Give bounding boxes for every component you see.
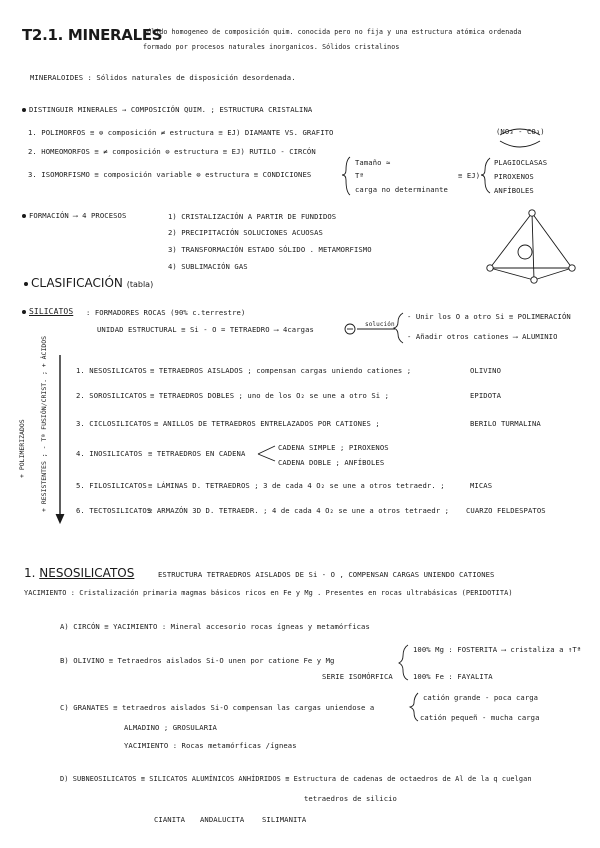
silicato-type-1-name: 1. NESOSILICATOS xyxy=(76,366,147,375)
silicato-type-5-name: 5. FILOSILICATOS xyxy=(76,481,147,490)
circon: A) CIRCÓN ≡ YACIMIENTO : Mineral accesorio rocas ígneas y metamórficas xyxy=(60,622,370,631)
silicato-type-6-desc: ≡ ARMAZÓN 3D D. TETRAEDR. ; 4 de cada 4 O₂ se une a otros tetraedr ; xyxy=(148,506,450,515)
mineraloides: MINERALOIDES : Sólidos naturales de disposición desordenada. xyxy=(30,73,296,82)
silicato-type-3-example: BERILO TURMALINA xyxy=(470,419,541,428)
almadino: ALMADINO ; GROSULARIA xyxy=(124,723,217,732)
solucion-label: solución xyxy=(365,321,395,328)
homeomorfos: 2. HOMEOMORFOS ≡ ≠ composición ⊜ estructura ≡ EJ) RUTILO - CIRCÓN xyxy=(28,147,316,156)
silicato-type-4-name: 4. INOSILICATOS xyxy=(76,449,143,458)
cation-grande: catión grande - poca carga xyxy=(423,693,539,702)
silicato-type-2-desc: ≡ TETRAEDROS DOBLES ; uno de los O₂ se une a otro Si ; xyxy=(150,391,390,400)
cadena-doble: CADENA DOBLE ; ANFÍBOLES xyxy=(278,458,385,467)
subneosilicatos-cont: tetraedros de silicio xyxy=(304,794,397,803)
silicatos-formadores: : FORMADORES ROCAS (90% c.terrestre) xyxy=(86,308,246,317)
polimorfos: 1. POLIMORFOS ≡ ⊜ composición ≠ estructura ≡ EJ) DIAMANTE VS. GRAFITO xyxy=(28,128,334,137)
formacion-item-2: 2) PRECIPITACIÓN SOLUCIONES ACUOSAS xyxy=(168,228,323,237)
fayalita: 100% Fe : FAYALITA xyxy=(413,672,493,681)
silicato-type-6-example: CUARZO FELDESPATOS xyxy=(466,506,546,515)
neso-header-title: NESOSILICATOS xyxy=(39,566,135,580)
silicato-type-3-name: 3. CICLOSILICATOS xyxy=(76,419,152,428)
swap-arrow-icon-2 xyxy=(500,141,540,147)
condicion-temperatura: Tª xyxy=(355,171,364,180)
olivino: B) OLIVINO ≡ Tetraedros aislados Si-O unen por catione Fe y Mg xyxy=(60,656,335,665)
brace-olivino xyxy=(399,645,408,680)
silicato-type-5-desc: ≡ LÁMINAS D. TETRAEDROS ; 3 de cada 4 O₂ se une a otros tetraedr. ; xyxy=(148,481,445,490)
intro-line-2: formado por procesos naturales inorganicos. Sólidos cristalinos xyxy=(143,43,400,51)
ejemplo-label: ≡ EJ) xyxy=(458,171,481,180)
clasificacion-title: CLASIFICACIÓN xyxy=(31,276,123,290)
brace-granates xyxy=(410,693,418,721)
brace-solucion xyxy=(394,313,403,343)
silicato-type-1-desc: ≡ TETRAEDROS AISLADOS ; compensan cargas uniendo cationes ; xyxy=(150,366,412,375)
brace-ejemplos xyxy=(481,158,490,193)
silicato-type-6-name: 6. TECTOSILICATOS xyxy=(76,506,152,515)
fosterita: 100% Mg : FOSTERITA ⟶ cristaliza a ↑Tª xyxy=(413,645,582,654)
ejemplo-plagioclasas: PLAGIOCLASAS xyxy=(494,158,548,167)
yacimiento-granates: YACIMIENTO : Rocas metamórficas /ígneas xyxy=(124,741,297,750)
silicato-type-2-example: EPIDOTA xyxy=(470,391,501,400)
silicato-type-2-name: 2. SOROSILICATOS xyxy=(76,391,147,400)
condicion-tamano: Tamaño ≃ xyxy=(355,158,391,167)
subneosilicatos: D) SUBNEOSILICATOS ≡ SILICATOS ALUMÍNICOS ANHÍDRIDOS ≡ Estructura de cadenas de octaedros de Al de la q cuelgan xyxy=(60,775,532,783)
noco-label: (NO₃ - CO₃) xyxy=(496,127,545,136)
cadena-branch xyxy=(258,446,275,461)
distinguir-header-text: DISTINGUIR MINERALES → COMPOSICIÓN QUIM. ; ESTRUCTURA CRISTALINA xyxy=(29,105,313,114)
condicion-carga: carga no determinante xyxy=(355,185,448,194)
granates: C) GRANATES ≡ tetraedros aislados Si-O compensan las cargas uniendose a xyxy=(60,703,375,712)
formacion-item-3: 3) TRANSFORMACIÓN ESTADO SÓLIDO . METAMORFISMO xyxy=(168,245,372,254)
silicatos-unidad: UNIDAD ESTRUCTURAL ≡ Si - O = TETRAEDRO ⟶ 4cargas xyxy=(97,325,314,334)
page-title: T2.1. MINERALES xyxy=(22,26,163,44)
silicato-type-5-example: MICAS xyxy=(470,481,493,490)
tetraedro-icon xyxy=(487,210,575,283)
ejemplo-anfiboles: ANFÍBOLES xyxy=(494,186,534,195)
mineral-cianita: CIANITA xyxy=(154,815,185,824)
neso-desc: ESTRUCTURA TETRAEDROS AISLADOS DE Si - O , COMPENSAN CARGAS UNIENDO CATIONES xyxy=(158,570,495,579)
neso-header-num: 1. xyxy=(24,566,36,580)
brace-condiciones xyxy=(342,157,350,195)
mineral-andalucita: ANDALUCITA xyxy=(200,815,245,824)
cadena-simple: CADENA SIMPLE ; PIROXENOS xyxy=(278,443,389,452)
isomorfismo: 3. ISOMORFISMO ≡ composición variable ⊜ estructura ≡ CONDICIONES xyxy=(28,170,312,179)
silicato-type-4-desc: ≡ TETRAEDROS EN CADENA xyxy=(148,449,246,458)
silicatos-title: SILICATOS xyxy=(29,307,74,316)
side-label-resistentes: + RESISTENTES ; - Tª FUSIÓN/CRIST. ; + ÁCIDOS xyxy=(40,335,48,512)
side-label-polimerizados: + POLIMERIZADOS xyxy=(18,419,26,478)
serie-isomorfica: SERIE ISOMÓRFICA xyxy=(322,672,393,681)
neso-yacimiento: YACIMIENTO : Cristalización primaria magmas básicos ricos en Fe y Mg . Presentes en rocas ultrabásicas (PERIDOTITA) xyxy=(24,589,513,597)
cation-pequeno: catión pequeñ - mucha carga xyxy=(420,713,540,722)
mineral-silimanita: SILIMANITA xyxy=(262,815,307,824)
swap-arrow-icon xyxy=(500,129,540,135)
formacion-header-text: FORMACIÓN ⟶ 4 PROCESOS xyxy=(29,211,127,220)
silicato-type-3-desc: ≡ ANILLOS DE TETRAEDROS ENTRELAZADOS POR CATIONES ; xyxy=(154,419,380,428)
formacion-item-1: 1) CRISTALIZACIÓN A PARTIR DE FUNDIDOS xyxy=(168,212,337,221)
silicato-type-1-example: OLIVINO xyxy=(470,366,501,375)
formacion-item-4: 4) SUBLIMACIÓN GAS xyxy=(168,262,248,271)
ejemplo-piroxenos: PIROXENOS xyxy=(494,172,534,181)
solucion-aluminio: - Añadir otros cationes ⟶ ALUMINIO xyxy=(407,332,558,341)
clasificacion-note: (tabla) xyxy=(126,280,154,289)
intro-line-1: Sólido homogeneo de composición quim. conocida pero no fija y una estructura atómica ordenada xyxy=(143,28,522,36)
solucion-polimerizacion: - Unir los O a otro Si ≡ POLIMERACIÓN xyxy=(407,312,571,321)
